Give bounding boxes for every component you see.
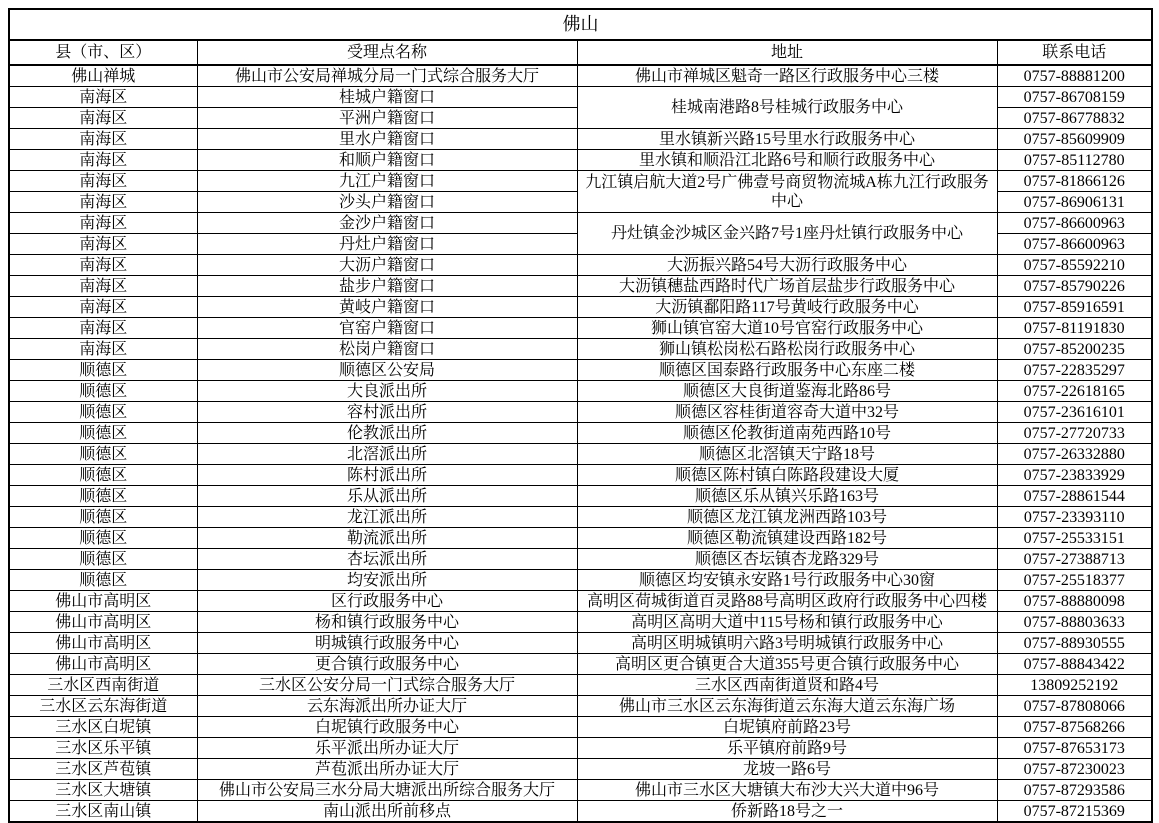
phone-cell: 0757-86906131 <box>997 192 1152 213</box>
address-cell: 桂城南港路8号桂城行政服务中心 <box>577 87 997 129</box>
address-cell: 大沥镇鄱阳路117号黄岐行政服务中心 <box>577 297 997 318</box>
phone-cell: 0757-87653173 <box>997 738 1152 759</box>
name-cell: 白坭镇行政服务中心 <box>197 717 577 738</box>
table-header-row <box>9 40 1152 65</box>
address-cell: 高明区荷城街道百灵路88号高明区政府行政服务中心四楼 <box>577 591 997 612</box>
name-cell: 陈村派出所 <box>197 465 577 486</box>
district-cell: 顺德区 <box>9 381 197 402</box>
address-cell: 高明区更合镇更合大道355号更合镇行政服务中心 <box>577 654 997 675</box>
address-cell: 高明区明城镇明六路3号明城镇行政服务中心 <box>577 633 997 654</box>
name-cell: 沙头户籍窗口 <box>197 192 577 213</box>
phone-cell: 0757-88803633 <box>997 612 1152 633</box>
address-cell: 顺德区均安镇永安路1号行政服务中心30窗 <box>577 570 997 591</box>
district-cell: 顺德区 <box>9 423 197 444</box>
table-row <box>9 297 1152 318</box>
district-cell: 南海区 <box>9 108 197 129</box>
address-cell: 大沥镇穗盐西路时代广场首层盐步行政服务中心 <box>577 276 997 297</box>
address-cell: 丹灶镇金沙城区金兴路7号1座丹灶镇行政服务中心 <box>577 213 997 255</box>
table-title: 佛山 <box>9 9 1152 40</box>
district-cell: 南海区 <box>9 255 197 276</box>
column-header-2: 地址 <box>577 40 997 65</box>
table-row <box>9 549 1152 570</box>
table-row <box>9 591 1152 612</box>
address-cell: 狮山镇松岗松石路松岗行政服务中心 <box>577 339 997 360</box>
district-cell: 南海区 <box>9 234 197 255</box>
phone-cell: 0757-86778832 <box>997 108 1152 129</box>
column-header-3: 联系电话 <box>997 40 1152 65</box>
district-cell: 南海区 <box>9 213 197 234</box>
name-cell: 丹灶户籍窗口 <box>197 234 577 255</box>
table-row <box>9 255 1152 276</box>
address-cell: 白坭镇府前路23号 <box>577 717 997 738</box>
address-cell: 里水镇新兴路15号里水行政服务中心 <box>577 129 997 150</box>
phone-cell: 0757-26332880 <box>997 444 1152 465</box>
phone-cell: 13809252192 <box>997 675 1152 696</box>
phone-cell: 0757-25533151 <box>997 528 1152 549</box>
name-cell: 松岗户籍窗口 <box>197 339 577 360</box>
name-cell: 北滘派出所 <box>197 444 577 465</box>
address-cell: 顺德区伦教街道南苑西路10号 <box>577 423 997 444</box>
table-row <box>9 276 1152 297</box>
name-cell: 明城镇行政服务中心 <box>197 633 577 654</box>
district-cell: 南海区 <box>9 297 197 318</box>
district-cell: 三水区西南街道 <box>9 675 197 696</box>
address-cell: 三水区西南街道贤和路4号 <box>577 675 997 696</box>
phone-cell: 0757-88843422 <box>997 654 1152 675</box>
district-cell: 顺德区 <box>9 486 197 507</box>
phone-cell: 0757-87215369 <box>997 801 1152 823</box>
name-cell: 和顺户籍窗口 <box>197 150 577 171</box>
table-row <box>9 696 1152 717</box>
name-cell: 顺德区公安局 <box>197 360 577 381</box>
phone-cell: 0757-85592210 <box>997 255 1152 276</box>
district-cell: 佛山市高明区 <box>9 591 197 612</box>
district-cell: 南海区 <box>9 129 197 150</box>
address-cell: 九江镇启航大道2号广佛壹号商贸物流城A栋九江行政服务中心 <box>577 171 997 213</box>
table-row <box>9 507 1152 528</box>
address-cell: 顺德区龙江镇龙洲西路103号 <box>577 507 997 528</box>
phone-cell: 0757-22835297 <box>997 360 1152 381</box>
table-row <box>9 381 1152 402</box>
phone-cell: 0757-88930555 <box>997 633 1152 654</box>
table-row <box>9 129 1152 150</box>
phone-cell: 0757-85609909 <box>997 129 1152 150</box>
table-row <box>9 65 1152 87</box>
address-cell: 高明区高明大道中115号杨和镇行政服务中心 <box>577 612 997 633</box>
district-cell: 佛山禅城 <box>9 65 197 87</box>
address-cell: 龙坡一路6号 <box>577 759 997 780</box>
phone-cell: 0757-86708159 <box>997 87 1152 108</box>
district-cell: 顺德区 <box>9 360 197 381</box>
district-cell: 南海区 <box>9 171 197 192</box>
table-row <box>9 213 1152 234</box>
table-row <box>9 675 1152 696</box>
table-row <box>9 528 1152 549</box>
district-cell: 顺德区 <box>9 570 197 591</box>
phone-cell: 0757-87808066 <box>997 696 1152 717</box>
district-cell: 南海区 <box>9 339 197 360</box>
district-cell: 三水区乐平镇 <box>9 738 197 759</box>
address-cell: 顺德区大良街道鉴海北路86号 <box>577 381 997 402</box>
phone-cell: 0757-23393110 <box>997 507 1152 528</box>
table-row <box>9 339 1152 360</box>
table-row <box>9 402 1152 423</box>
phone-cell: 0757-22618165 <box>997 381 1152 402</box>
phone-cell: 0757-23616101 <box>997 402 1152 423</box>
district-cell: 顺德区 <box>9 402 197 423</box>
address-cell: 佛山市禅城区魁奇一路区行政服务中心三楼 <box>577 65 997 87</box>
table-row <box>9 633 1152 654</box>
district-cell: 佛山市高明区 <box>9 633 197 654</box>
name-cell: 九江户籍窗口 <box>197 171 577 192</box>
district-cell: 南海区 <box>9 87 197 108</box>
table-row <box>9 486 1152 507</box>
phone-cell: 0757-27720733 <box>997 423 1152 444</box>
name-cell: 乐从派出所 <box>197 486 577 507</box>
table-row <box>9 759 1152 780</box>
phone-cell: 0757-27388713 <box>997 549 1152 570</box>
name-cell: 金沙户籍窗口 <box>197 213 577 234</box>
name-cell: 杨和镇行政服务中心 <box>197 612 577 633</box>
district-cell: 南海区 <box>9 276 197 297</box>
district-cell: 三水区南山镇 <box>9 801 197 823</box>
district-cell: 佛山市高明区 <box>9 654 197 675</box>
district-cell: 顺德区 <box>9 549 197 570</box>
table-row <box>9 612 1152 633</box>
column-header-1: 受理点名称 <box>197 40 577 65</box>
phone-cell: 0757-88880098 <box>997 591 1152 612</box>
phone-cell: 0757-85112780 <box>997 150 1152 171</box>
district-cell: 顺德区 <box>9 465 197 486</box>
table-row <box>9 801 1152 823</box>
name-cell: 盐步户籍窗口 <box>197 276 577 297</box>
phone-cell: 0757-81866126 <box>997 171 1152 192</box>
name-cell: 里水户籍窗口 <box>197 129 577 150</box>
phone-cell: 0757-23833929 <box>997 465 1152 486</box>
district-cell: 南海区 <box>9 318 197 339</box>
table-row <box>9 738 1152 759</box>
phone-cell: 0757-86600963 <box>997 234 1152 255</box>
name-cell: 云东海派出所办证大厅 <box>197 696 577 717</box>
district-cell: 南海区 <box>9 150 197 171</box>
foshan-service-points-table <box>8 8 1153 823</box>
phone-cell: 0757-87293586 <box>997 780 1152 801</box>
address-cell: 里水镇和顺沿江北路6号和顺行政服务中心 <box>577 150 997 171</box>
name-cell: 区行政服务中心 <box>197 591 577 612</box>
district-cell: 三水区芦苞镇 <box>9 759 197 780</box>
district-cell: 三水区大塘镇 <box>9 780 197 801</box>
name-cell: 官窑户籍窗口 <box>197 318 577 339</box>
name-cell: 黄岐户籍窗口 <box>197 297 577 318</box>
table-row <box>9 318 1152 339</box>
name-cell: 杏坛派出所 <box>197 549 577 570</box>
phone-cell: 0757-81191830 <box>997 318 1152 339</box>
phone-cell: 0757-85200235 <box>997 339 1152 360</box>
table-row <box>9 150 1152 171</box>
name-cell: 大沥户籍窗口 <box>197 255 577 276</box>
name-cell: 容村派出所 <box>197 402 577 423</box>
table-row <box>9 570 1152 591</box>
name-cell: 龙江派出所 <box>197 507 577 528</box>
phone-cell: 0757-86600963 <box>997 213 1152 234</box>
name-cell: 佛山市公安局禅城分局一门式综合服务大厅 <box>197 65 577 87</box>
address-cell: 顺德区勒流镇建设西路182号 <box>577 528 997 549</box>
name-cell: 三水区公安分局一门式综合服务大厅 <box>197 675 577 696</box>
name-cell: 桂城户籍窗口 <box>197 87 577 108</box>
table-row <box>9 87 1152 108</box>
table-title-row <box>9 9 1152 40</box>
district-cell: 三水区白坭镇 <box>9 717 197 738</box>
district-cell: 顺德区 <box>9 528 197 549</box>
table-row <box>9 423 1152 444</box>
address-cell: 顺德区北滘镇天宁路18号 <box>577 444 997 465</box>
address-cell: 顺德区容桂街道容奇大道中32号 <box>577 402 997 423</box>
address-cell: 大沥振兴路54号大沥行政服务中心 <box>577 255 997 276</box>
table-row <box>9 171 1152 192</box>
table-row <box>9 717 1152 738</box>
name-cell: 南山派出所前移点 <box>197 801 577 823</box>
table-row <box>9 465 1152 486</box>
table-row <box>9 654 1152 675</box>
phone-cell: 0757-28861544 <box>997 486 1152 507</box>
table-row <box>9 780 1152 801</box>
phone-cell: 0757-88881200 <box>997 65 1152 87</box>
phone-cell: 0757-85790226 <box>997 276 1152 297</box>
table-row <box>9 360 1152 381</box>
name-cell: 更合镇行政服务中心 <box>197 654 577 675</box>
phone-cell: 0757-25518377 <box>997 570 1152 591</box>
district-cell: 佛山市高明区 <box>9 612 197 633</box>
name-cell: 佛山市公安局三水分局大塘派出所综合服务大厅 <box>197 780 577 801</box>
phone-cell: 0757-87568266 <box>997 717 1152 738</box>
address-cell: 狮山镇官窑大道10号官窑行政服务中心 <box>577 318 997 339</box>
address-cell: 顺德区乐从镇兴乐路163号 <box>577 486 997 507</box>
district-cell: 三水区云东海街道 <box>9 696 197 717</box>
address-cell: 乐平镇府前路9号 <box>577 738 997 759</box>
address-cell: 侨新路18号之一 <box>577 801 997 823</box>
name-cell: 伦教派出所 <box>197 423 577 444</box>
phone-cell: 0757-85916591 <box>997 297 1152 318</box>
district-cell: 顺德区 <box>9 444 197 465</box>
column-header-0: 县（市、区） <box>9 40 197 65</box>
name-cell: 乐平派出所办证大厅 <box>197 738 577 759</box>
phone-cell: 0757-87230023 <box>997 759 1152 780</box>
district-cell: 南海区 <box>9 192 197 213</box>
name-cell: 芦苞派出所办证大厅 <box>197 759 577 780</box>
address-cell: 佛山市三水区大塘镇大布沙大兴大道中96号 <box>577 780 997 801</box>
table-row <box>9 444 1152 465</box>
district-cell: 顺德区 <box>9 507 197 528</box>
name-cell: 大良派出所 <box>197 381 577 402</box>
address-cell: 顺德区杏坛镇杏龙路329号 <box>577 549 997 570</box>
name-cell: 勒流派出所 <box>197 528 577 549</box>
name-cell: 均安派出所 <box>197 570 577 591</box>
address-cell: 顺德区国泰路行政服务中心东座二楼 <box>577 360 997 381</box>
address-cell: 顺德区陈村镇白陈路段建设大厦 <box>577 465 997 486</box>
name-cell: 平洲户籍窗口 <box>197 108 577 129</box>
address-cell: 佛山市三水区云东海街道云东海大道云东海广场 <box>577 696 997 717</box>
